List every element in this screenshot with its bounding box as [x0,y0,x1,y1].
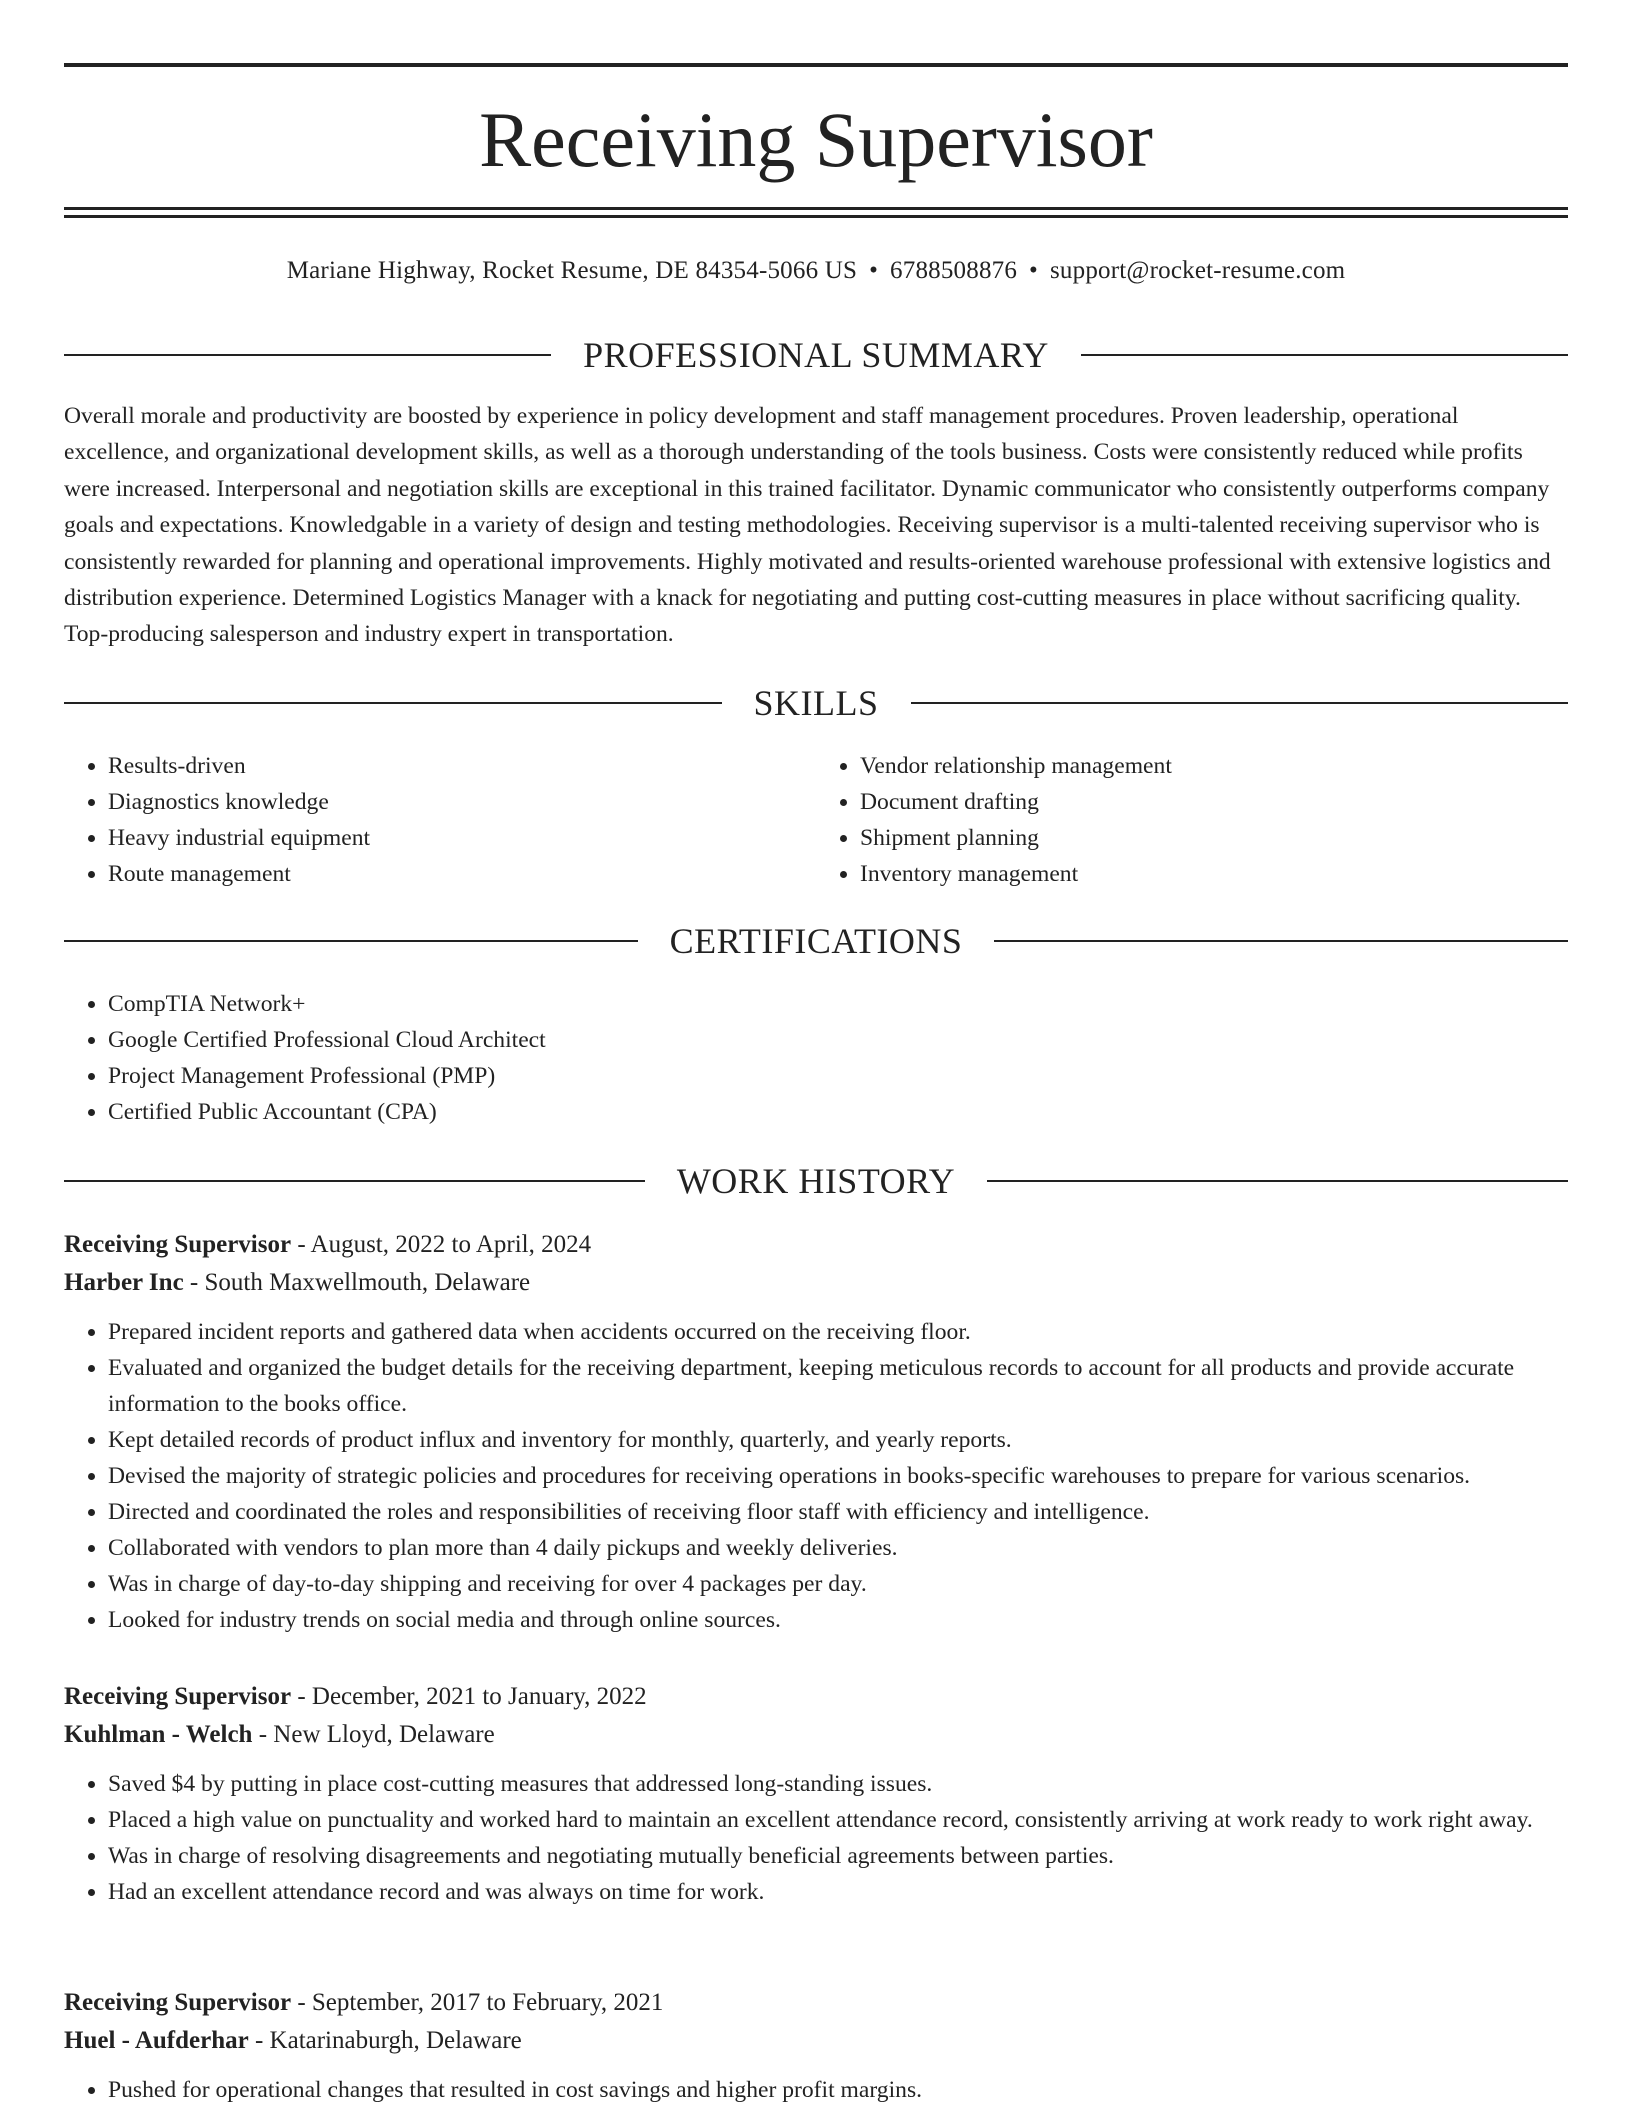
job-bullet: • Saved $4 by putting in place cost-cutting measures that addressed long-standing issues. [108,1766,1568,1802]
job-company-line [64,1264,1568,1302]
job-company-line [64,1716,1568,1754]
certification-item: • Project Management Professional (PMP) [108,1058,1568,1094]
job-entry [64,1226,1568,1638]
title-rule-lower [64,215,1568,218]
job-bullet: • Was in charge of resolving disagreements and negotiating mutually beneficial agreements between parties. [108,1838,1568,1874]
skill-item: • Document drafting [860,784,1568,820]
job-title: Receiving Supervisor [64,1989,292,2016]
contact-separator: • [869,257,879,284]
summary-heading-label: PROFESSIONAL SUMMARY [583,335,1049,375]
skill-item: • Inventory management [860,856,1568,892]
job-bullet: • Looked for industry trends on social media and through online sources. [108,1602,1568,1638]
job-location: - South Maxwellmouth, Delaware [183,1269,531,1296]
skill-item: • Heavy industrial equipment [108,820,816,856]
skills-heading-label: SKILLS [753,683,879,723]
job-entry [64,1984,1568,2108]
heading-rule-left [64,940,638,942]
summary-text: Overall morale and productivity are boosted by experience in policy development and staff management procedures. Proven leadership, operational excellence, and organizational development skills, as well as a thorough understanding of the tools business. Costs were consistently reduced while profits were increased. Interpersonal and negotiation skills are exceptional in this trained facilitator. Dynamic communicator who consistently outperforms company goals and expectations. Knowledgable in a variety of design and testing methodologies. Receiving supervisor is a multi-talented receiving supervisor who is consistently rewarded for planning and operational improvements. Highly motivated and results-oriented warehouse professional with extensive logistics and distribution experience. Determined Logistics Manager with a knack for negotiating and putting cost-cutting measures in place without sacrificing quality. Top-producing salesperson and industry expert in transportation. [64,403,1551,648]
job-title: Receiving Supervisor [64,1683,292,1710]
job-title: Receiving Supervisor [64,1231,292,1258]
job-company: Huel - Aufderhar [64,2027,249,2054]
job-bullet: • Prepared incident reports and gathered data when accidents occurred on the receiving floor. [108,1314,1568,1350]
job-title-line [64,1226,1568,1264]
heading-rule-left [64,354,551,356]
skills-heading [64,681,1568,725]
job-bullet: • Was in charge of day-to-day shipping and receiving for over 4 packages per day. [108,1566,1568,1602]
job-bullet: • Devised the majority of strategic policies and procedures for receiving operations in books-specific warehouses to prepare for various scenarios. [108,1458,1568,1494]
certification-item: • CompTIA Network+ [108,986,1568,1022]
skills-list [64,748,1568,892]
heading-rule-left [64,702,722,704]
job-bullet: • Evaluated and organized the budget details for the receiving department, keeping meticulous records to account for all products and provide accurate information to the books office. [108,1350,1568,1422]
job-entry [64,1678,1568,1910]
certification-item: • Certified Public Accountant (CPA) [108,1094,1568,1130]
certifications-heading [64,919,1568,963]
certification-item: • Google Certified Professional Cloud Architect [108,1022,1568,1058]
job-bullet: • Had an excellent attendance record and was always on time for work. [108,1874,1568,1910]
job-bullets [64,1314,1568,1638]
job-bullet: • Pushed for operational changes that resulted in cost savings and higher profit margins. [108,2072,1568,2108]
title-rule-upper [64,207,1568,210]
contact-phone: 6788508876 [890,257,1018,284]
skills-column-left [64,748,816,892]
job-bullet: • Kept detailed records of product influx and inventory for monthly, quarterly, and yearly reports. [108,1422,1568,1458]
top-rule [64,63,1568,67]
job-location: - New Lloyd, Delaware [252,1721,495,1748]
job-bullet: • Placed a high value on punctuality and worked hard to maintain an excellent attendance record, consistently arriving at work ready to work right away. [108,1802,1568,1838]
job-company-line [64,2022,1568,2060]
job-bullets [64,1766,1568,1910]
skill-item: • Route management [108,856,816,892]
heading-rule-left [64,1180,645,1182]
work-history-heading [64,1159,1568,1203]
job-dates: - September, 2017 to February, 2021 [291,1989,664,2016]
job-company: Harber Inc [64,1269,184,1296]
contact-separator: • [1029,257,1038,284]
skill-item: • Vendor relationship management [860,748,1568,784]
heading-rule-right [987,1180,1568,1182]
contact-line [64,254,1568,288]
summary-heading [64,333,1568,377]
job-title-line [64,1678,1568,1716]
contact-email: support@rocket-resume.com [1050,257,1346,284]
job-dates: - August, 2022 to April, 2024 [291,1231,592,1258]
job-location: - Katarinaburgh, Delaware [248,2027,522,2054]
job-company: Kuhlman - Welch [64,1721,253,1748]
heading-rule-right [1081,354,1568,356]
skill-item: • Diagnostics knowledge [108,784,816,820]
job-bullets [64,2072,1568,2108]
certifications-heading-label: CERTIFICATIONS [669,921,963,961]
job-bullet: • Collaborated with vendors to plan more than 4 daily pickups and weekly deliveries. [108,1530,1568,1566]
certifications-list [64,986,1568,1130]
skill-item: • Shipment planning [860,820,1568,856]
page-title: Receiving Supervisor [479,96,1153,183]
contact-address: Mariane Highway, Rocket Resume, DE 84354-5066 US [286,257,858,284]
job-dates: - December, 2021 to January, 2022 [291,1683,647,1710]
skill-item: • Results-driven [108,748,816,784]
skills-column-right [816,748,1568,892]
job-title-line [64,1984,1568,2022]
heading-rule-right [994,940,1568,942]
job-bullet: • Directed and coordinated the roles and responsibilities of receiving floor staff with efficiency and intelligence. [108,1494,1568,1530]
work-history-heading-label: WORK HISTORY [676,1161,956,1201]
heading-rule-right [911,702,1569,704]
